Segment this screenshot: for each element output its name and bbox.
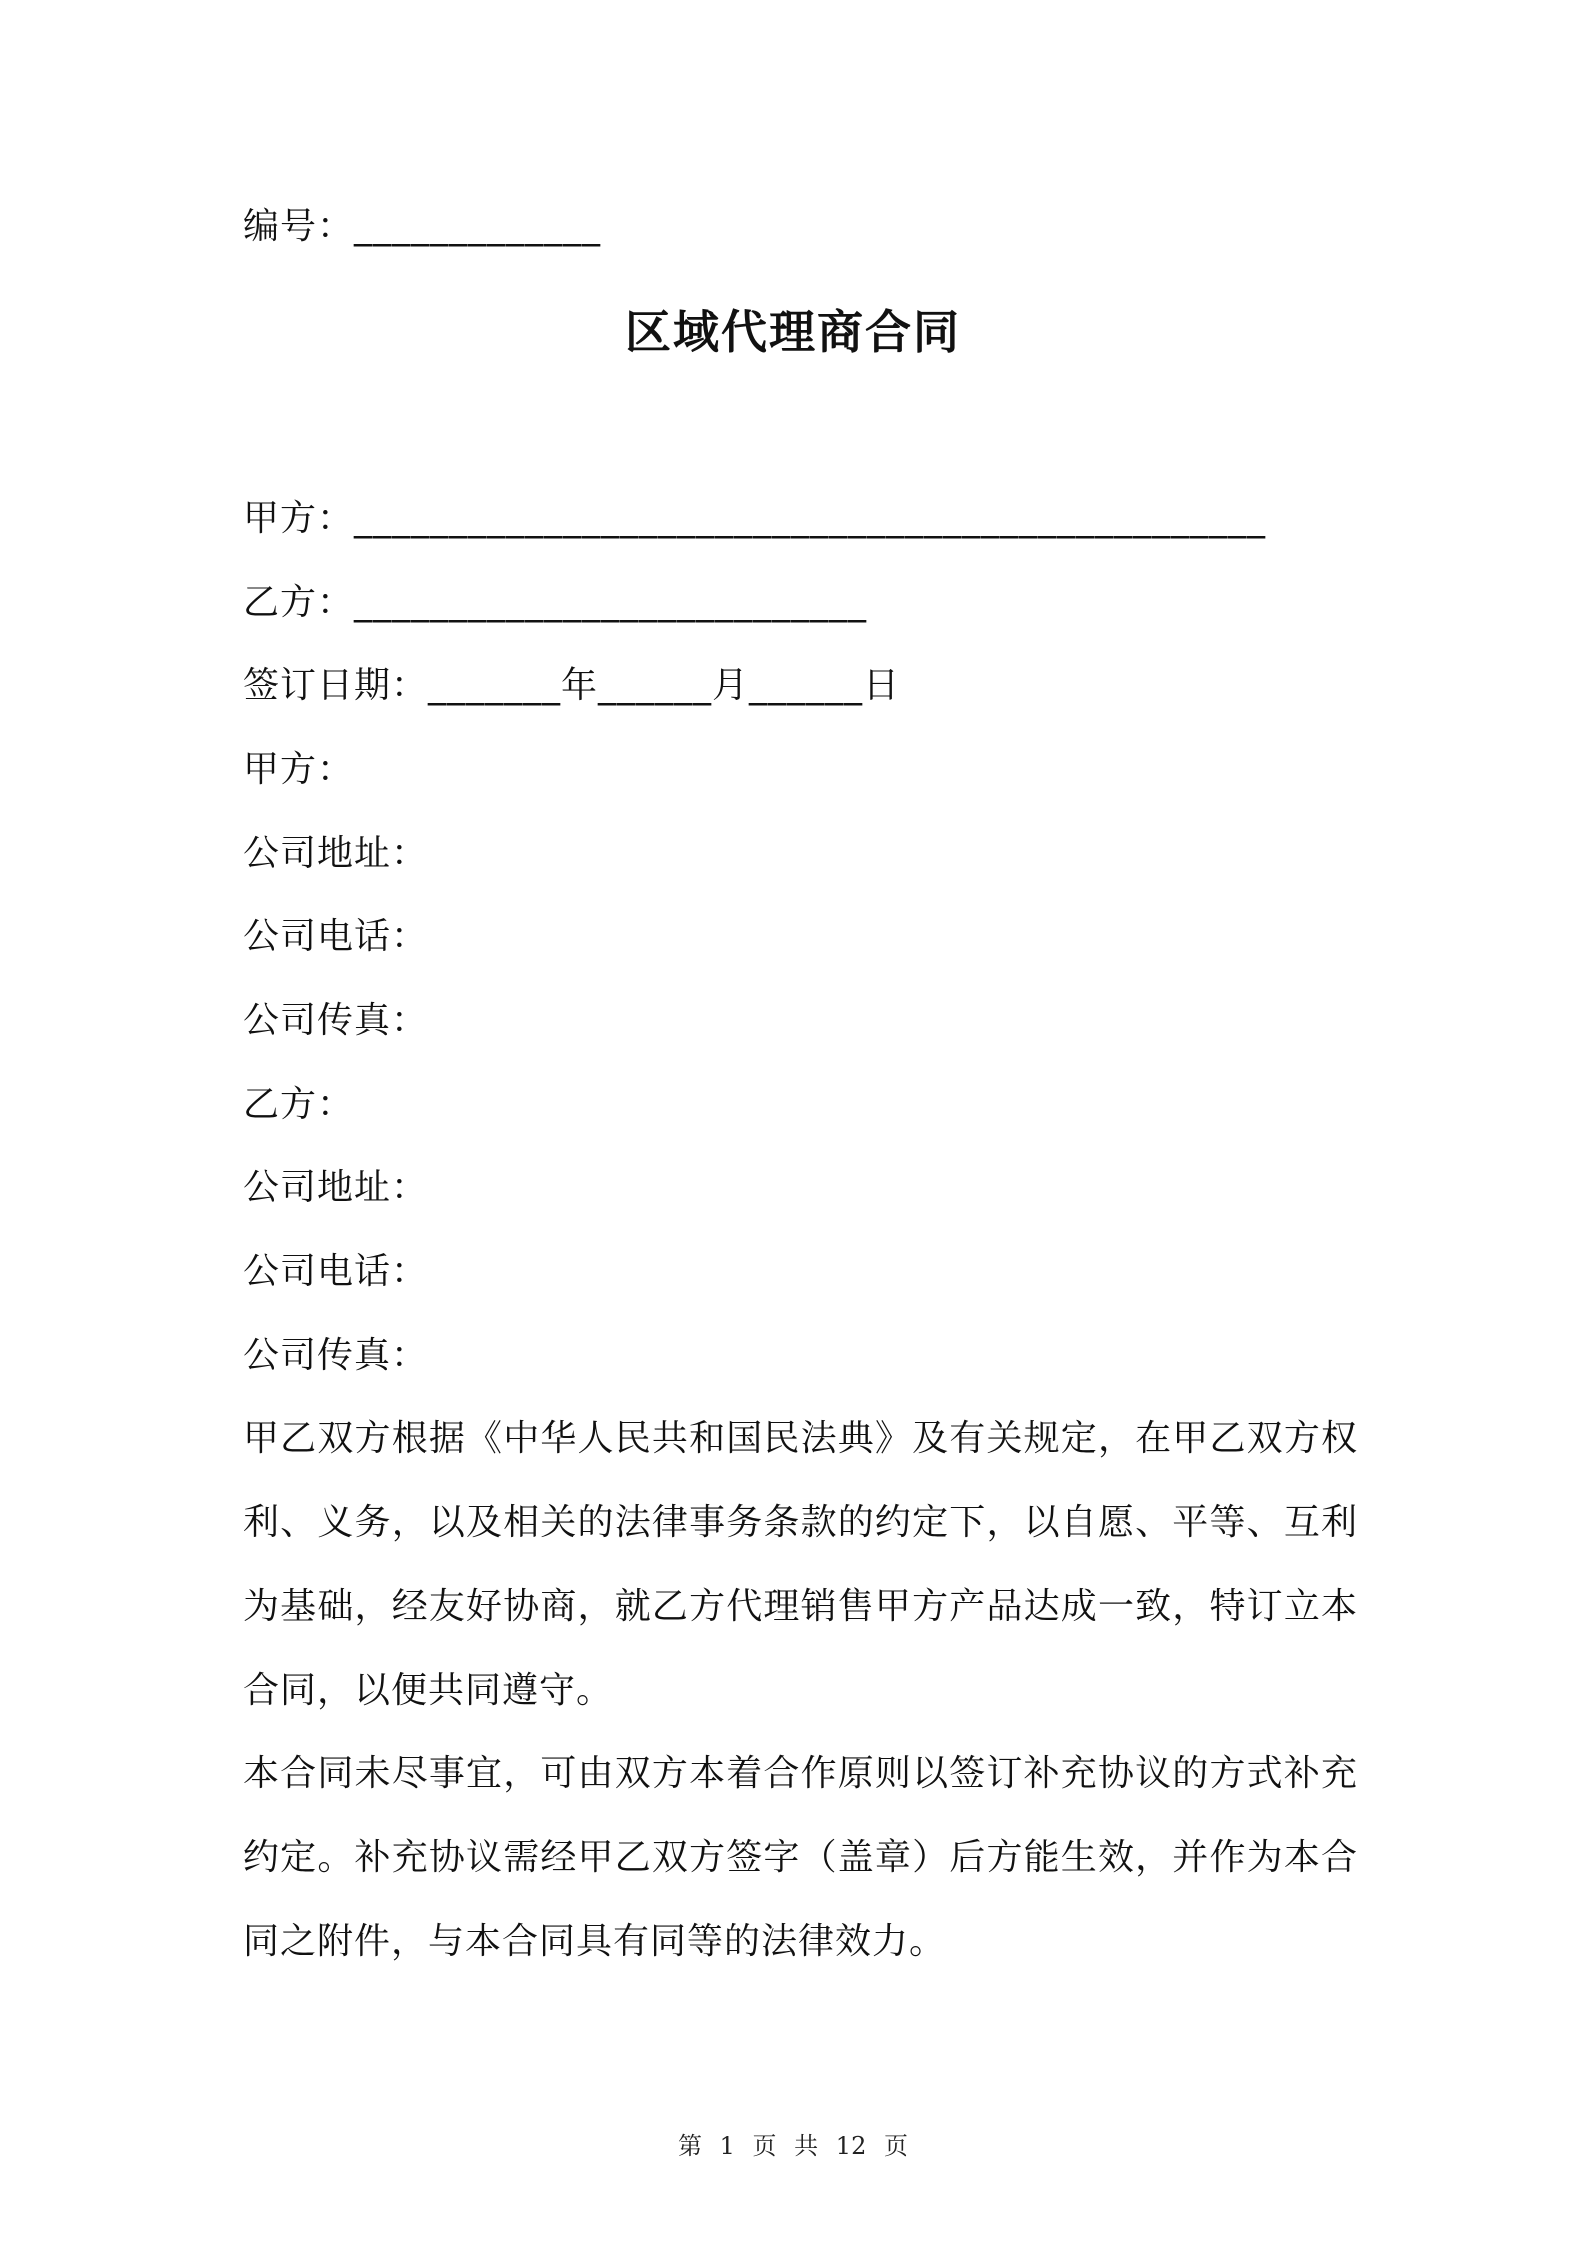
party-b-fax-label: 公司传真： bbox=[243, 1335, 429, 1376]
contract-number-line: 编号：_____________ bbox=[243, 206, 602, 247]
party-b-phone-label: 公司电话： bbox=[243, 1251, 429, 1292]
document-title: 区域代理商合同 bbox=[625, 305, 961, 359]
sign-date-line: 签订日期：_______年______月______日 bbox=[243, 665, 901, 706]
party-a-address-label: 公司地址： bbox=[243, 833, 429, 874]
party-b-label: 乙方： bbox=[243, 1084, 355, 1125]
party-b-signature-line: 乙方：___________________________ bbox=[243, 582, 868, 623]
party-a-signature-line: 甲方：________________________________________________ bbox=[243, 498, 1267, 539]
party-a-phone-label: 公司电话： bbox=[243, 916, 429, 957]
page-footer: 第 1 页 共 12 页 bbox=[678, 2132, 908, 2160]
party-a-fax-label: 公司传真： bbox=[243, 1000, 429, 1041]
party-a-label: 甲方： bbox=[243, 749, 355, 790]
party-b-address-label: 公司地址： bbox=[243, 1167, 429, 1208]
body-paragraph-1: 甲乙双方根据《中华人民共和国民法典》及有关规定，在甲乙双方权利、义务，以及相关的法律事务条款的约定下，以自愿、平等、互利为基础，经友好协商，就乙方代理销售甲方产品达成一致，特订立本合同，以便共同遵守。 bbox=[243, 1418, 1358, 1711]
body-paragraph-2: 本合同未尽事宜，可由双方本着合作原则以签订补充协议的方式补充约定。补充协议需经甲乙双方签字（盖章）后方能生效，并作为本合同之附件，与本合同具有同等的法律效力。 bbox=[243, 1753, 1358, 1962]
